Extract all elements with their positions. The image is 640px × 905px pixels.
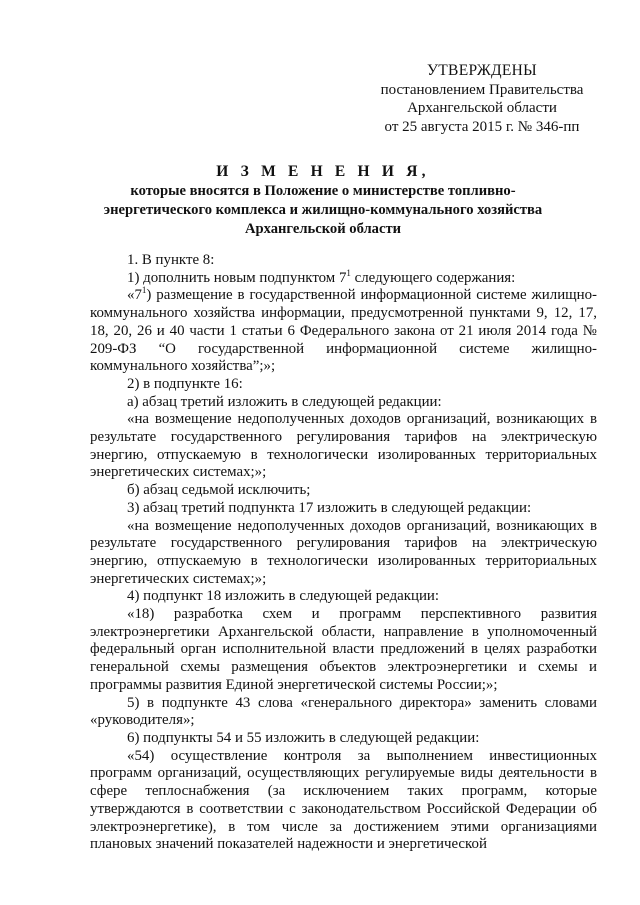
approval-line-1: постановлением Правительства bbox=[380, 81, 584, 98]
superscript: 1 bbox=[141, 285, 147, 296]
title-main: И З М Е Н Е Н И Я, bbox=[216, 163, 430, 180]
text-run: 1) дополнить новым подпунктом 7 bbox=[127, 269, 347, 286]
document-title bbox=[90, 162, 556, 239]
paragraph-subitem-1 bbox=[90, 267, 597, 288]
paragraph-subitem-2: 2) в подпункте 16: bbox=[127, 375, 243, 392]
text-run: следующего содержания: bbox=[350, 269, 516, 286]
paragraph-item-1: 1. В пункте 8: bbox=[127, 252, 215, 268]
paragraph-quote-18: «18) разработка схем и программ перспективного развития электроэнергетики Архангельской области, направление в уполномоченный федеральный орган исполнительной власти предложений в целях разработки генеральной схемы размещения объектов электроэнергетики и схемы и программы развития Единой энергетической системы России;»; bbox=[90, 606, 597, 693]
title-sub-line-3: Архангельской области bbox=[244, 221, 402, 237]
paragraph-subitem-2a: а) абзац третий изложить в следующей редакции: bbox=[127, 393, 442, 410]
document-body bbox=[90, 252, 597, 854]
approval-heading: УТВЕРЖДЕНЫ bbox=[427, 62, 537, 79]
paragraph-quote-2a: «на возмещение недополученных доходов организаций, возникающих в результате государственного регулирования тарифов на электрическую энергию, отпускаемую в технологически изолированных территориальных энергетических системах;»; bbox=[90, 411, 597, 481]
paragraph-subitem-6: 6) подпункты 54 и 55 изложить в следующей редакции: bbox=[127, 729, 480, 746]
paragraph-subitem-5: 5) в подпункте 43 слова «генерального директора» заменить словами «руководителя»; bbox=[90, 694, 597, 729]
paragraph-quote-54: «54) осуществление контроля за выполнением инвестиционных программ организаций, осуществляющих регулируемые виды деятельности в сфере теплоснабжения (за исключением таких программ, которые утверждаются в соответствии с законодательством Российской Федерации об электроэнергетике), в том числе за достижением этими организациями плановых значений показателей надежности и энергетической bbox=[90, 747, 597, 853]
approval-line-3: от 25 августа 2015 г. № 346-пп bbox=[384, 118, 580, 135]
approval-stamp bbox=[372, 62, 592, 136]
approval-line-2: Архангельской области bbox=[407, 100, 557, 116]
text-run: «7 bbox=[127, 287, 142, 304]
superscript: 1 bbox=[346, 267, 351, 278]
title-sub-line-1: которые вносятся в Положение о министерстве топливно- bbox=[130, 183, 516, 199]
paragraph-quote-7-1 bbox=[90, 287, 597, 376]
paragraph-subitem-3: 3) абзац третий подпункта 17 изложить в следующей редакции: bbox=[127, 499, 532, 516]
paragraph-subitem-2b: б) абзац седьмой исключить; bbox=[127, 482, 311, 499]
paragraph-quote-3: «на возмещение недополученных доходов организаций, возникающих в результате государственного регулирования тарифов на электрическую энергию, отпускаемую в технологически изолированных территориальных энергетических системах;»; bbox=[90, 517, 597, 587]
title-sub-line-2: энергетического комплекса и жилищно-коммунального хозяйства bbox=[103, 202, 543, 218]
text-run: ) размещение в государственной информационной системе жилищно-коммунального хозяйства информации, предусмотренной пунктами 9, 12, 17, 18, 20, 26 и 40 части 1 статьи 6 Федерального закона от 21 июля 2014 года № 209-ФЗ “О государственной информационной системе жилищно-коммунального хозяйства”;»; bbox=[90, 287, 597, 375]
paragraph-subitem-4: 4) подпункт 18 изложить в следующей редакции: bbox=[127, 588, 440, 605]
